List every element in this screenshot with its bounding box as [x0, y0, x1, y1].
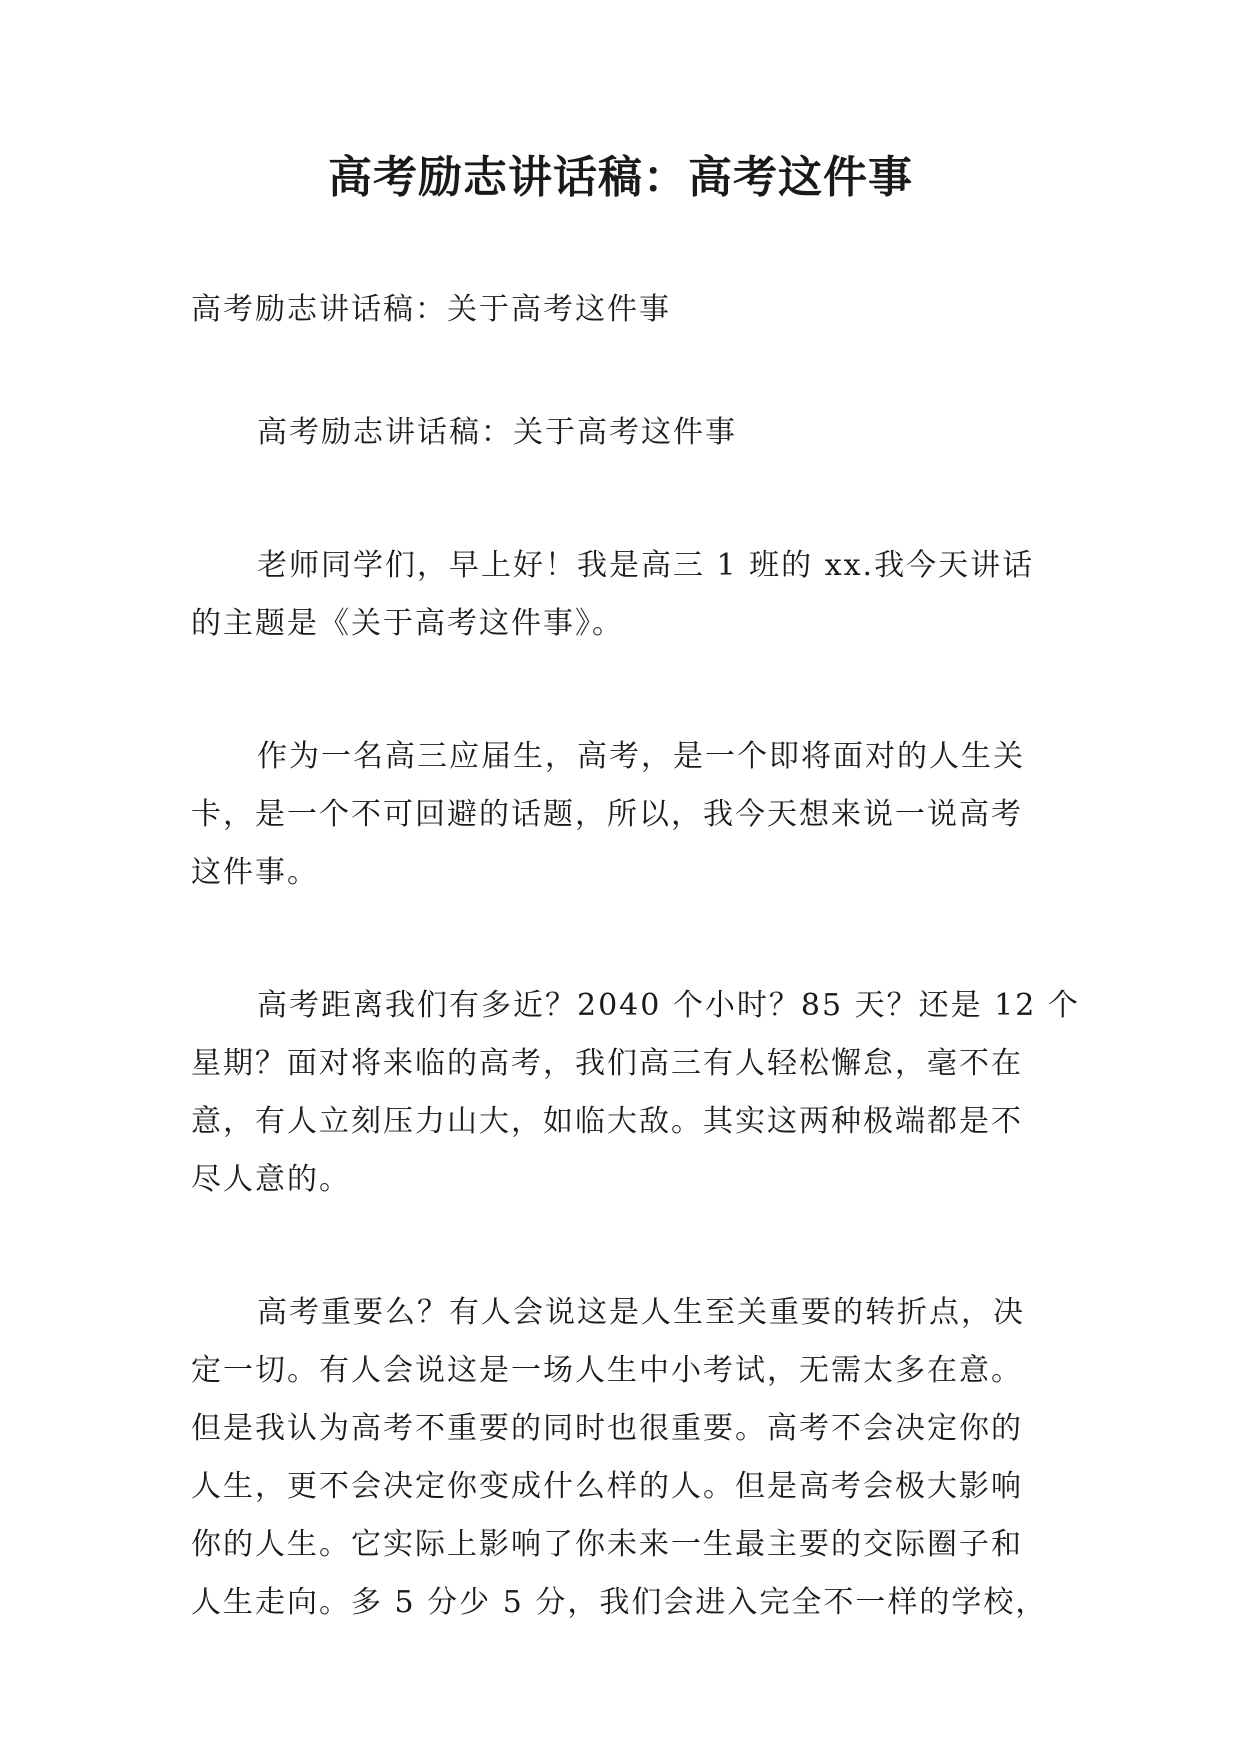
paragraph-line: 尽人意的。 [191, 1162, 351, 1197]
paragraph-line: 高考距离我们有多近？2040 个小时？85 天？还是 12 个 [257, 988, 1080, 1023]
paragraph-line: 人生，更不会决定你变成什么样的人。但是高考会极大影响 [191, 1469, 1023, 1504]
paragraph-line: 你的人生。它实际上影响了你未来一生最主要的交际圈子和 [191, 1527, 1023, 1562]
paragraph-4 [191, 977, 1080, 1209]
paragraph-line: 卡，是一个不可回避的话题，所以，我今天想来说一说高考 [191, 797, 1023, 832]
document-subtitle: 高考励志讲话稿：关于高考这件事 [191, 292, 671, 327]
document-body [191, 404, 1080, 1632]
paragraph-2 [191, 537, 1053, 653]
paragraph-1 [191, 404, 1053, 462]
document-title: 高考励志讲话稿：高考这件事 [328, 152, 913, 203]
paragraph-line: 这件事。 [191, 855, 319, 890]
paragraph-line: 人生走向。多 5 分少 5 分，我们会进入完全不一样的学校， [191, 1585, 1048, 1620]
paragraph-3 [191, 728, 1053, 902]
paragraph-line: 的主题是《关于高考这件事》。 [191, 606, 624, 641]
paragraph-line: 作为一名高三应届生，高考，是一个即将面对的人生关 [257, 739, 1025, 774]
paragraph-line: 星期？面对将来临的高考，我们高三有人轻松懈怠，毫不在 [191, 1046, 1023, 1081]
paragraph-line: 意，有人立刻压力山大，如临大敌。其实这两种极端都是不 [191, 1104, 1023, 1139]
paragraph-line: 高考励志讲话稿：关于高考这件事 [257, 415, 737, 450]
paragraph-line: 高考重要么？有人会说这是人生至关重要的转折点，决 [257, 1295, 1025, 1330]
paragraph-line: 定一切。有人会说这是一场人生中小考试，无需太多在意。 [191, 1353, 1023, 1388]
paragraph-5 [191, 1284, 1053, 1632]
paragraph-line: 老师同学们，早上好！我是高三 1 班的 xx.我今天讲话 [257, 548, 1035, 583]
paragraph-line: 但是我认为高考不重要的同时也很重要。高考不会决定你的 [191, 1411, 1023, 1446]
